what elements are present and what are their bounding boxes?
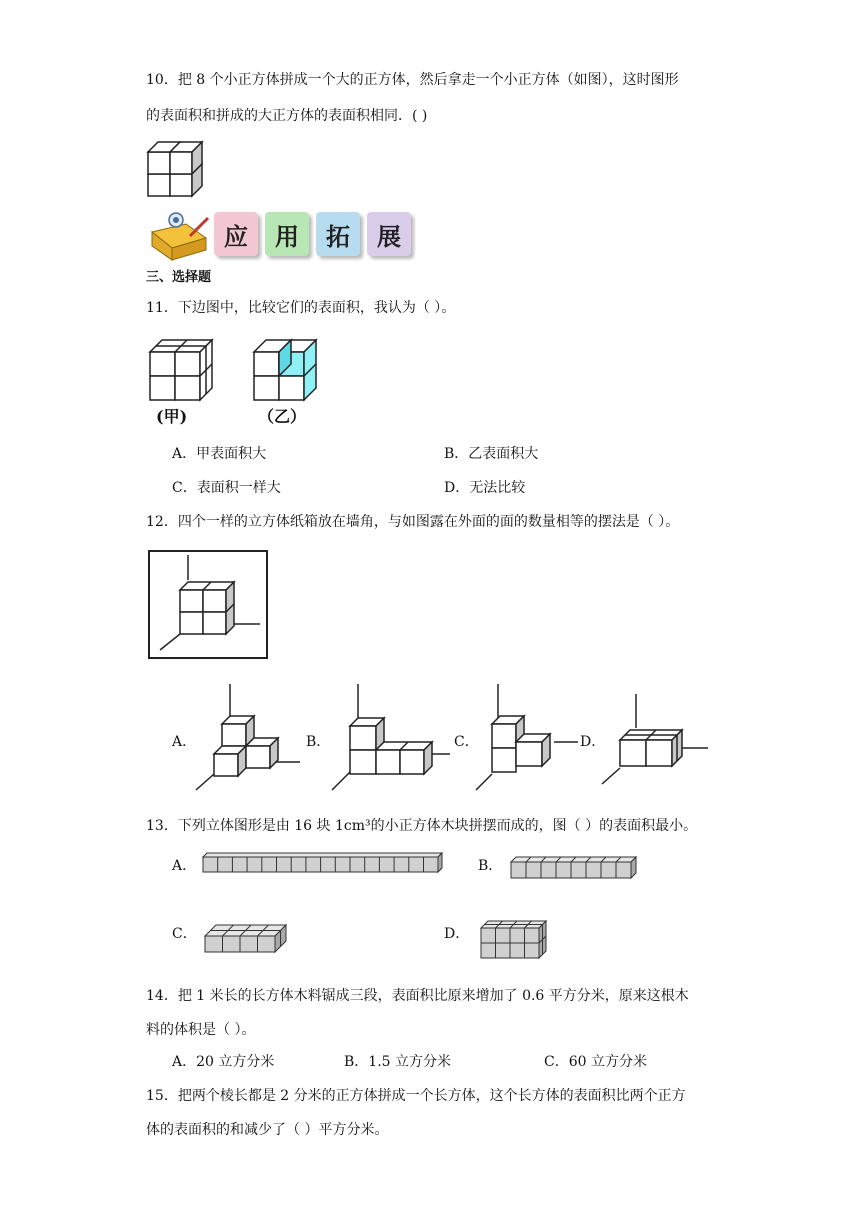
q12-option-c[interactable]: C． xyxy=(454,734,479,750)
q15-line2: 体的表面积的和减少了（ ）平方分米。 xyxy=(146,1122,389,1138)
q11-figure-yi xyxy=(252,338,322,404)
q14-option-a[interactable]: A．20 立方分米 xyxy=(172,1054,275,1070)
banner-tile-3: 拓 xyxy=(316,212,360,256)
q13-figure-b xyxy=(510,856,640,882)
banner-mascot-icon xyxy=(146,210,212,262)
banner-tile-4: 展 xyxy=(367,212,411,256)
q11-stem: 11．下边图中，比较它们的表面积，我认为（ ）。 xyxy=(146,300,456,316)
q12-figure-a xyxy=(194,684,304,794)
q14-line1: 14．把 1 米长的长方体木料锯成三段，表面积比原来增加了 0.6 平方分米，原来这根木 xyxy=(146,988,689,1004)
banner-tile-2: 用 xyxy=(265,212,309,256)
q13-option-c[interactable]: C． xyxy=(172,926,197,942)
q12-option-b[interactable]: B． xyxy=(306,734,331,750)
q13-figure-c xyxy=(204,924,290,954)
q10-line1: 10．把 8 个小正方体拼成一个大的正方体，然后拿走一个小正方体（如图），这时图形 xyxy=(146,72,679,88)
q11-option-a[interactable]: A．甲表面积大 xyxy=(172,446,267,462)
q12-option-a[interactable]: A． xyxy=(172,734,197,750)
q11-label-jia: (甲) xyxy=(156,407,188,426)
banner-tile-1: 应 xyxy=(214,212,258,256)
q12-figure-b xyxy=(330,684,454,794)
q13-figure-a xyxy=(202,852,446,874)
q11-figure-jia xyxy=(148,338,218,404)
q14-option-b[interactable]: B．1.5 立方分米 xyxy=(344,1054,452,1070)
q13-figure-d xyxy=(480,920,550,960)
q13-option-a[interactable]: A． xyxy=(172,858,197,874)
q14-line2: 料的体积是（ ）。 xyxy=(146,1022,256,1038)
q12-stem: 12．四个一样的立方体纸箱放在墙角，与如图露在外面的面的数量相等的摆法是（ ）。 xyxy=(146,514,680,530)
q11-option-c[interactable]: C．表面积一样大 xyxy=(172,480,281,496)
q10-line2: 的表面积和拼成的大正方体的表面积相同．( ) xyxy=(146,108,428,124)
q13-option-d[interactable]: D． xyxy=(444,926,470,942)
q11-option-d[interactable]: D．无法比较 xyxy=(444,480,526,496)
q12-figure-d xyxy=(600,694,712,786)
q12-figure-c xyxy=(474,684,584,794)
q12-reference-figure xyxy=(148,550,270,660)
q13-stem: 13．下列立体图形是由 16 块 1cm³的小正方体木块拼摆而成的，图（ ）的表面积最小。 xyxy=(146,818,698,834)
q11-label-yi: （乙） xyxy=(258,407,307,426)
section-title: 三、选择题 xyxy=(146,270,212,285)
q14-option-c[interactable]: C．60 立方分米 xyxy=(544,1054,647,1070)
q13-option-b[interactable]: B． xyxy=(478,858,503,874)
q11-option-b[interactable]: B．乙表面积大 xyxy=(444,446,539,462)
q12-option-d[interactable]: D． xyxy=(580,734,606,750)
q15-line1: 15．把两个棱长都是 2 分米的正方体拼成一个长方体，这个长方体的表面积比两个正方 xyxy=(146,1088,686,1104)
q10-figure xyxy=(146,138,206,198)
